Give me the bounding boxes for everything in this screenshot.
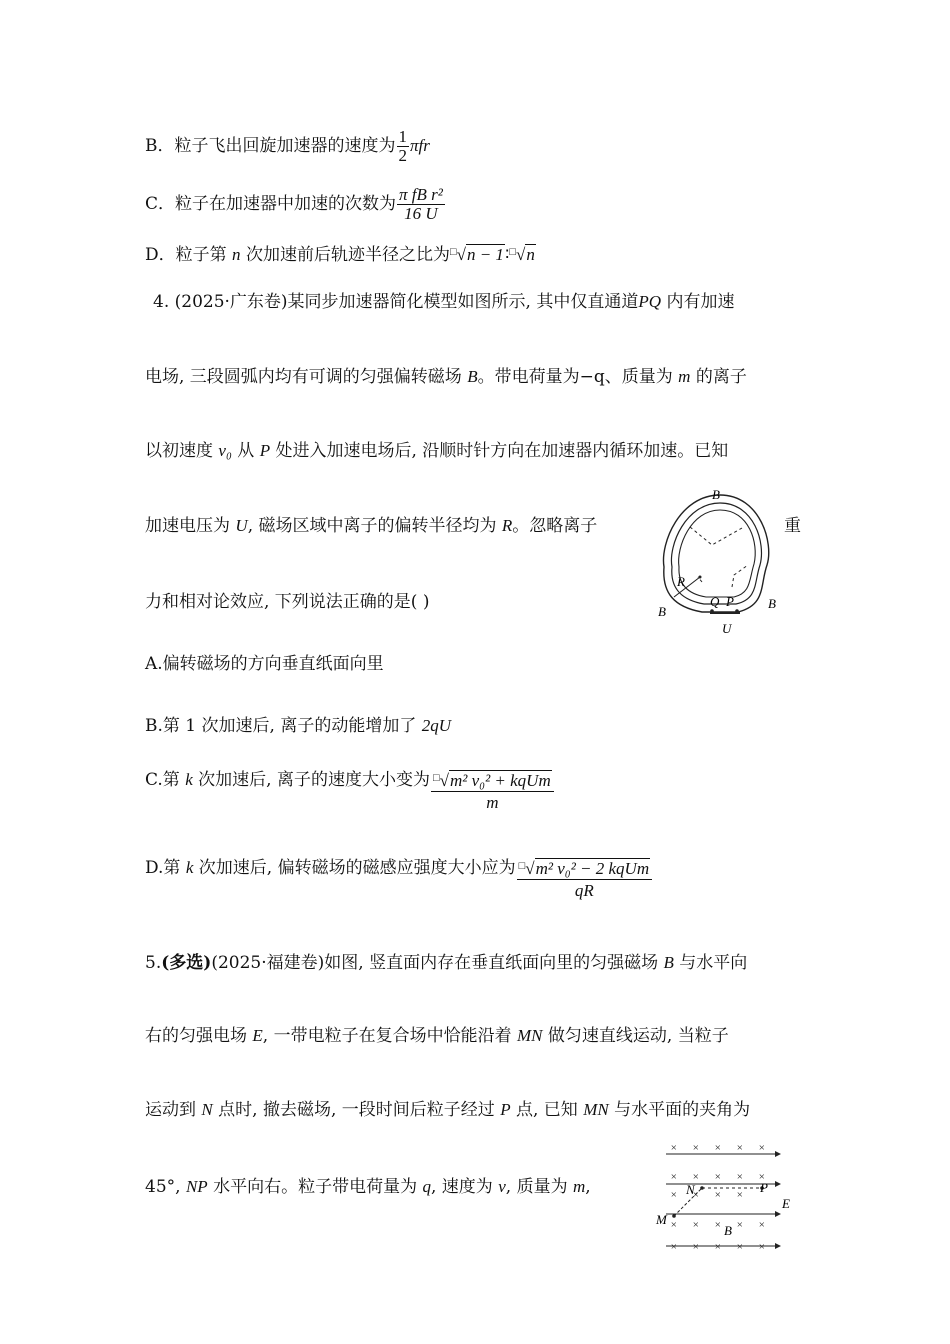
label-u: U bbox=[722, 621, 732, 636]
label-p: P bbox=[726, 594, 734, 609]
q4-line-3: 以初速度 v₀ 从 P 处进入加速电场后, 沿顺时针方向在加速器内循环加速。已知 bbox=[145, 441, 729, 461]
svg-text:×: × bbox=[736, 1219, 744, 1231]
svg-text:×: × bbox=[670, 1219, 678, 1231]
dashed-line bbox=[690, 527, 742, 545]
label-b: B bbox=[724, 1223, 732, 1238]
q5-line-2: 右的匀强电场 E, 一带电粒子在复合场中恰能沿着 MN 做匀速直线运动, 当粒子 bbox=[145, 1026, 729, 1046]
point-p bbox=[735, 609, 739, 613]
svg-text:×: × bbox=[714, 1189, 722, 1201]
svg-text:×: × bbox=[736, 1189, 744, 1201]
q4-option-c: C.第 k 次加速后, 离子的速度大小变为 $\frac{^□√m^2 v_0^2 + kqUm}{m}$ bbox=[145, 770, 555, 814]
svg-text:×: × bbox=[692, 1241, 700, 1253]
svg-text:×: × bbox=[736, 1142, 744, 1154]
q4-line-5: 力和相对论效应, 下列说法正确的是( ) bbox=[145, 592, 430, 612]
q4-line-2: 电场, 三段圆弧内均有可调的匀强偏转磁场 B。带电荷量为−q、质量为 m 的离子 bbox=[145, 367, 747, 387]
radical: □√n − 1 bbox=[449, 245, 504, 264]
svg-text:×: × bbox=[714, 1171, 722, 1183]
fraction: $\frac{^□√m^2 v_0^2 + kqUm}{m}$ bbox=[431, 770, 554, 814]
svg-text:×: × bbox=[692, 1142, 700, 1154]
q4-option-d: D.第 k 次加速后, 偏转磁场的磁感应强度大小应为 $\frac{^□√m^2 v_0^2 - 2 kqUm}{qR}$ bbox=[145, 858, 653, 902]
svg-text:×: × bbox=[714, 1241, 722, 1253]
q4-line-4-tail: 重 bbox=[784, 516, 801, 536]
formula: πfr bbox=[410, 136, 430, 155]
svg-text:×: × bbox=[670, 1171, 678, 1183]
q4-option-b: B.第 1 次加速后, 离子的动能增加了 2qU bbox=[145, 716, 452, 736]
svg-text:×: × bbox=[758, 1241, 766, 1253]
svg-text:×: × bbox=[714, 1219, 722, 1231]
radical: □√m² v₀² − 2 kqUm bbox=[518, 859, 650, 878]
point-q bbox=[710, 609, 714, 613]
q3-option-c bbox=[145, 186, 446, 223]
q5-line-3: 运动到 N 点时, 撤去磁场, 一段时间后粒子经过 P 点, 已知 MN 与水平面的夹角为 bbox=[145, 1100, 751, 1120]
field-diagram bbox=[652, 1140, 802, 1258]
svg-text:×: × bbox=[670, 1189, 678, 1201]
svg-text:×: × bbox=[692, 1189, 700, 1201]
label-q: Q bbox=[710, 594, 720, 609]
label-b-top: B bbox=[712, 487, 720, 502]
fraction: $\frac{^□√m^2 v_0^2 - 2 kqUm}{qR}$ bbox=[517, 858, 653, 902]
svg-text:×: × bbox=[670, 1142, 678, 1154]
svg-text:×: × bbox=[758, 1219, 766, 1231]
center-point bbox=[699, 576, 702, 579]
svg-text:×: × bbox=[714, 1142, 722, 1154]
point-n bbox=[700, 1186, 704, 1190]
q5-line-1: 5.(多选)(2025·福建卷)如图, 竖直面内存在垂直纸面向里的匀强磁场 B 与水平向 bbox=[145, 953, 748, 973]
q4-line-4: 加速电压为 U, 磁场区域中离子的偏转半径均为 R。忽略离子 bbox=[145, 516, 598, 536]
label-r: R bbox=[677, 574, 685, 589]
q3-option-c-text: C．粒子在加速器中加速的次数为 bbox=[145, 194, 397, 214]
svg-text:×: × bbox=[758, 1142, 766, 1154]
label-p: P bbox=[760, 1180, 768, 1195]
q4-option-a: A.偏转磁场的方向垂直纸面向里 bbox=[145, 654, 384, 674]
svg-text:×: × bbox=[692, 1171, 700, 1183]
radical: □√m² v₀² + kqUm bbox=[432, 771, 551, 790]
svg-text:×: × bbox=[736, 1241, 744, 1253]
svg-text:×: × bbox=[736, 1171, 744, 1183]
svg-text:×: × bbox=[692, 1219, 700, 1231]
svg-text:×: × bbox=[670, 1241, 678, 1253]
q5-line-4: 45°, NP 水平向右。粒子带电荷量为 q, 速度为 v, 质量为 m, bbox=[145, 1177, 591, 1197]
svg-text:×: × bbox=[758, 1171, 766, 1183]
radical: □√n bbox=[509, 245, 535, 264]
variable: n bbox=[232, 245, 241, 264]
label-e: E bbox=[782, 1196, 790, 1211]
magnetic-field-crosses bbox=[670, 1142, 765, 1253]
q3-option-b bbox=[145, 128, 430, 165]
synchrotron-diagram bbox=[650, 485, 790, 640]
fraction: $\frac{1}{2}$ bbox=[398, 127, 407, 165]
q3-option-b-text: B．粒子飞出回旋加速器的速度为 bbox=[145, 136, 396, 156]
q3-option-d: D．粒子第 n 次加速前后轨迹半径之比为□√n − 1∶□√n bbox=[145, 242, 536, 267]
dashed-line bbox=[732, 565, 748, 587]
label-b-right: B bbox=[768, 596, 776, 611]
point-m bbox=[672, 1214, 676, 1218]
label-m: M bbox=[656, 1212, 667, 1227]
label-n: N bbox=[686, 1182, 695, 1197]
label-b-left: B bbox=[658, 604, 666, 619]
fraction: $\frac{\text{π fB r²}}{16 U}$ bbox=[399, 185, 443, 223]
q4-line-1: 4. (2025·广东卷)某同步加速器简化模型如图所示, 其中仅直通道PQ 内有加速 bbox=[153, 292, 735, 312]
